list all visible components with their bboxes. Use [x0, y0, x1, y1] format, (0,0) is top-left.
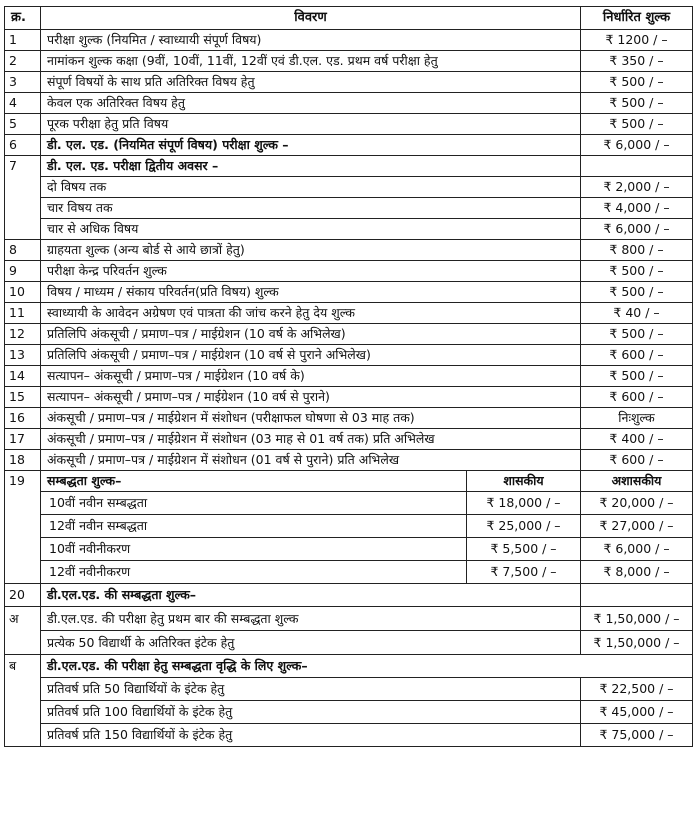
row-description: ग्राहयता शुल्क (अन्य बोर्ड से आये छात्रों हेतु): [41, 240, 581, 261]
row-number-empty: [5, 724, 41, 747]
row-fee: ₹ 500 / –: [581, 366, 693, 387]
row-description: अंकसूची / प्रमाण–पत्र / माईग्रेशन में संशोधन (01 वर्ष से पुराने) प्रति अभिलेख: [41, 450, 581, 471]
table-row: [5, 387, 693, 408]
row-description: परीक्षा शुल्क (नियमित / स्वाध्यायी संपूर्ण विषय): [41, 30, 581, 51]
row-number-empty: [5, 561, 41, 584]
row-number: 6: [5, 135, 41, 156]
row7-title: डी. एल. एड. परीक्षा द्वितीय अवसर –: [41, 156, 581, 177]
row-fee-empty: [581, 156, 693, 177]
table-row: [5, 282, 693, 303]
row-number: 5: [5, 114, 41, 135]
row-description: पूरक परीक्षा हेतु प्रति विषय: [41, 114, 581, 135]
row19-title: सम्बद्धता शुल्क–: [41, 471, 467, 492]
row20-b-title: डी.एल.एड. की परीक्षा हेतु सम्बद्धता वृद्धि के लिए शुल्क–: [41, 655, 693, 678]
row-number-empty: [5, 631, 41, 655]
table-row: [5, 584, 693, 607]
col-govt-header: शासकीय: [467, 471, 581, 492]
table-row: [5, 631, 693, 655]
row-description: चार से अधिक विषय: [41, 219, 581, 240]
row-description: अंकसूची / प्रमाण–पत्र / माईग्रेशन में संशोधन (03 माह से 01 वर्ष तक) प्रति अभिलेख: [41, 429, 581, 450]
row-description: चार विषय तक: [41, 198, 581, 219]
row-number: 3: [5, 72, 41, 93]
row-fee: ₹ 500 / –: [581, 282, 693, 303]
row-fee-private: ₹ 8,000 / –: [581, 561, 693, 584]
row-fee: ₹ 500 / –: [581, 72, 693, 93]
row-fee: ₹ 600 / –: [581, 387, 693, 408]
table-row: [5, 678, 693, 701]
header-row: [5, 7, 693, 30]
row-fee: ₹ 800 / –: [581, 240, 693, 261]
row-description: दो विषय तक: [41, 177, 581, 198]
row-description: प्रतिवर्ष प्रति 150 विद्यार्थियों के इंटेक हेतु: [41, 724, 581, 747]
row-number-empty: [5, 678, 41, 701]
fee-table: [4, 6, 693, 747]
row20-title: डी.एल.एड. की सम्बद्धता शुल्क–: [41, 584, 581, 607]
row-description: स्वाध्यायी के आवेदन अग्रेषण एवं पात्रता की जांच करने हेतु देय शुल्क: [41, 303, 581, 324]
table-row: [5, 93, 693, 114]
row-number-empty: [5, 515, 41, 538]
row-fee-private: ₹ 27,000 / –: [581, 515, 693, 538]
table-row: [5, 114, 693, 135]
row-fee: ₹ 350 / –: [581, 51, 693, 72]
row-fee: ₹ 600 / –: [581, 450, 693, 471]
row-fee: ₹ 400 / –: [581, 429, 693, 450]
row-description: विषय / माध्यम / संकाय परिवर्तन(प्रति विषय) शुल्क: [41, 282, 581, 303]
row-fee-private: ₹ 20,000 / –: [581, 492, 693, 515]
row-number: 14: [5, 366, 41, 387]
table-row: [5, 492, 693, 515]
row-number: 16: [5, 408, 41, 429]
row-description: सत्यापन– अंकसूची / प्रमाण–पत्र / माईग्रेशन (10 वर्ष से पुराने): [41, 387, 581, 408]
row-description: 12वीं नवीन सम्बद्धता: [41, 515, 467, 538]
table-row: [5, 198, 693, 219]
table-row: [5, 655, 693, 678]
col-fee-header: निर्धारित शुल्क: [581, 7, 693, 30]
row-description: नामांकन शुल्क कक्षा (9वीं, 10वीं, 11वीं, 12वीं एवं डी.एल. एड. प्रथम वर्ष परीक्षा हेतु: [41, 51, 581, 72]
row-fee: ₹ 6,000 / –: [581, 219, 693, 240]
row-number: 12: [5, 324, 41, 345]
row-fee: ₹ 1,50,000 / –: [581, 631, 693, 655]
table-row: [5, 177, 693, 198]
table-row: [5, 607, 693, 631]
row-fee-govt: ₹ 7,500 / –: [467, 561, 581, 584]
row-fee: ₹ 500 / –: [581, 114, 693, 135]
row-description: प्रतिवर्ष प्रति 50 विद्यार्थियों के इंटेक हेतु: [41, 678, 581, 701]
table-row: [5, 429, 693, 450]
row-description: संपूर्ण विषयों के साथ प्रति अतिरिक्त विषय हेतु: [41, 72, 581, 93]
row-number-empty: [5, 219, 41, 240]
row-fee: ₹ 4,000 / –: [581, 198, 693, 219]
row-description: प्रत्येक 50 विद्यार्थी के अतिरिक्त इंटेक हेतु: [41, 631, 581, 655]
row-sublabel: ब: [5, 655, 41, 678]
row-number: 19: [5, 471, 41, 492]
row-fee: ₹ 6,000 / –: [581, 135, 693, 156]
row-fee: ₹ 500 / –: [581, 261, 693, 282]
row-number: 11: [5, 303, 41, 324]
row-number-empty: [5, 492, 41, 515]
row-fee: ₹ 22,500 / –: [581, 678, 693, 701]
row-description: अंकसूची / प्रमाण–पत्र / माईग्रेशन में संशोधन (परीक्षाफल घोषणा से 03 माह तक): [41, 408, 581, 429]
row-description: 10वीं नवीन सम्बद्धता: [41, 492, 467, 515]
row-fee-empty: [581, 584, 693, 607]
row-description: परीक्षा केन्द्र परिवर्तन शुल्क: [41, 261, 581, 282]
row-description: डी. एल. एड. (नियमित संपूर्ण विषय) परीक्षा शुल्क –: [41, 135, 581, 156]
row-fee: ₹ 45,000 / –: [581, 701, 693, 724]
row-fee: निःशुल्क: [581, 408, 693, 429]
row-description: प्रतिलिपि अंकसूची / प्रमाण–पत्र / माईग्रेशन (10 वर्ष से पुराने अभिलेख): [41, 345, 581, 366]
row-number: 20: [5, 584, 41, 607]
row-fee: ₹ 1200 / –: [581, 30, 693, 51]
row-fee: ₹ 500 / –: [581, 324, 693, 345]
col-no-header: क्र.: [5, 7, 41, 30]
table-row: [5, 515, 693, 538]
row-number: 15: [5, 387, 41, 408]
row-number: 4: [5, 93, 41, 114]
table-row: [5, 561, 693, 584]
row-fee: ₹ 2,000 / –: [581, 177, 693, 198]
row-description: 12वीं नवीनीकरण: [41, 561, 467, 584]
col-private-header: अशासकीय: [581, 471, 693, 492]
row-description: 10वीं नवीनीकरण: [41, 538, 467, 561]
row-fee: ₹ 75,000 / –: [581, 724, 693, 747]
table-row: [5, 408, 693, 429]
row-number: 1: [5, 30, 41, 51]
row-fee-private: ₹ 6,000 / –: [581, 538, 693, 561]
table-row: [5, 51, 693, 72]
table-row: [5, 30, 693, 51]
row-number-empty: [5, 177, 41, 198]
row-description: डी.एल.एड. की परीक्षा हेतु प्रथम बार की सम्बद्धता शुल्क: [41, 607, 581, 631]
row-fee: ₹ 500 / –: [581, 93, 693, 114]
table-row: [5, 261, 693, 282]
table-row: [5, 324, 693, 345]
row-number: 10: [5, 282, 41, 303]
table-row: [5, 303, 693, 324]
table-row: [5, 724, 693, 747]
table-row: [5, 701, 693, 724]
table-row: [5, 538, 693, 561]
row-sublabel: अ: [5, 607, 41, 631]
table-row: [5, 135, 693, 156]
row-fee-govt: ₹ 18,000 / –: [467, 492, 581, 515]
row-number-empty: [5, 198, 41, 219]
row-number: 2: [5, 51, 41, 72]
table-row: [5, 345, 693, 366]
table-row: [5, 240, 693, 261]
row-description: प्रतिलिपि अंकसूची / प्रमाण–पत्र / माईग्रेशन (10 वर्ष के अभिलेख): [41, 324, 581, 345]
row-number: 8: [5, 240, 41, 261]
col-desc-header: विवरण: [41, 7, 581, 30]
row-number: 17: [5, 429, 41, 450]
row-number-empty: [5, 701, 41, 724]
row-number: 13: [5, 345, 41, 366]
row-fee: ₹ 600 / –: [581, 345, 693, 366]
row-fee-govt: ₹ 25,000 / –: [467, 515, 581, 538]
table-row: [5, 156, 693, 177]
row-description: प्रतिवर्ष प्रति 100 विद्यार्थियों के इंटेक हेतु: [41, 701, 581, 724]
row-description: सत्यापन– अंकसूची / प्रमाण–पत्र / माईग्रेशन (10 वर्ष के): [41, 366, 581, 387]
row-fee: ₹ 1,50,000 / –: [581, 607, 693, 631]
table-row: [5, 366, 693, 387]
row-fee-govt: ₹ 5,500 / –: [467, 538, 581, 561]
row-number-empty: [5, 538, 41, 561]
table-row: [5, 450, 693, 471]
row-number: 7: [5, 156, 41, 177]
table-row: [5, 471, 693, 492]
row-number: 9: [5, 261, 41, 282]
table-row: [5, 72, 693, 93]
table-row: [5, 219, 693, 240]
row-description: केवल एक अतिरिक्त विषय हेतु: [41, 93, 581, 114]
row-fee: ₹ 40 / –: [581, 303, 693, 324]
row-number: 18: [5, 450, 41, 471]
